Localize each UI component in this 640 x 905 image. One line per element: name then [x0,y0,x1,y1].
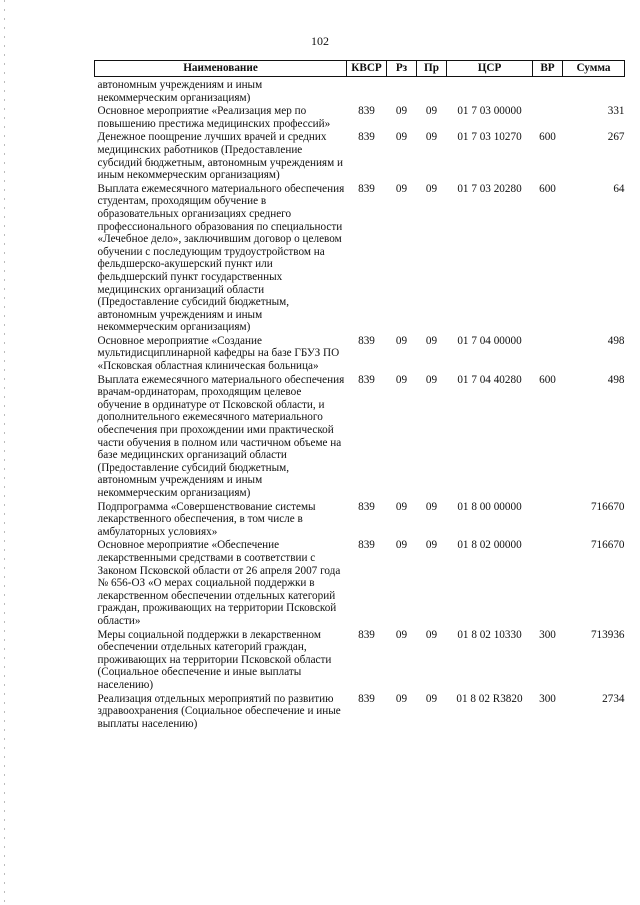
row-name: Подпрограмма «Совершенствование системы лекарственного обеспечения, в том числе в амбулаторных условиях» [97,500,316,538]
row-kvsr: 839 [358,182,375,195]
row-name: автономным учреждениям и иным некоммерческим организациям) [97,79,263,104]
row-kvsr: 839 [358,692,375,705]
table-row [95,335,625,374]
table-row [95,693,625,732]
table-row [95,105,625,131]
row-sum: 64 [613,182,625,195]
table-row [95,131,625,182]
row-pr: 09 [425,182,438,195]
row-vr: 600 [539,131,556,144]
row-name: Меры социальной поддержки в лекарственном обеспечении отдельных категорий граждан, проживающих на территории Псковской области (Социальное обеспечение и иные выплаты населению) [97,628,332,691]
row-csr: 01 7 04 40280 [457,373,522,386]
row-rz: 09 [395,628,408,641]
row-sum: 498 [607,373,625,386]
scan-margin-line [4,0,5,905]
row-kvsr: 839 [358,539,375,552]
row-kvsr: 839 [358,373,375,386]
row-rz: 09 [395,539,408,552]
row-vr: 300 [539,628,556,641]
row-sum: 713936 [590,628,625,641]
row-pr: 09 [425,628,438,641]
row-sum: 716670 [590,500,625,513]
row-vr: 600 [539,182,556,195]
row-rz: 09 [395,692,408,705]
row-rz: 09 [395,500,408,513]
header-vr: ВР [533,61,563,77]
header-pr: Пр [417,61,447,77]
table-row [95,629,625,693]
row-rz [387,77,417,106]
row-name: Реализация отдельных мероприятий по развитию здравоохранения (Социальное обеспечение и иные выплаты населению) [97,692,341,730]
row-kvsr: 839 [358,628,375,641]
row-name: Основное мероприятие «Обеспечение лекарственными средствами в соответствии с Законом Псковской области от 26 апреля 2007 года № 656-ОЗ «О мерах социальной поддержки в лекарственном обеспечении отдельных категорий граждан, проживающих на территории Псковской области» [97,539,341,627]
row-kvsr: 839 [358,105,375,118]
row-rz: 09 [395,182,408,195]
row-sum: 716670 [590,539,625,552]
row-csr: 01 8 00 00000 [457,500,522,513]
row-sum: 2734 [602,692,625,705]
row-sum: 331 [607,105,625,118]
table-row [95,501,625,540]
row-rz: 09 [395,105,408,118]
table-header-row [95,61,625,77]
row-rz: 09 [395,334,408,347]
row-rz: 09 [395,131,408,144]
header-csr: ЦСР [447,61,533,77]
row-csr: 01 8 02 00000 [457,539,522,552]
table-row [95,183,625,335]
row-vr [533,335,563,374]
header-sum: Сумма [563,61,625,77]
row-name: Основное мероприятие «Создание мультидисциплинарной кафедры на базе ГБУЗ ПО «Псковская областная клиническая больница» [97,334,340,373]
table-row [95,77,625,106]
row-vr: 300 [539,692,556,705]
row-vr: 600 [539,373,556,386]
table-row [95,374,625,501]
row-pr: 09 [425,373,438,386]
row-vr [533,77,563,106]
row-csr: 01 7 03 10270 [457,131,522,144]
header-kvsr: КВСР [347,61,387,77]
row-pr [417,77,447,106]
row-sum: 498 [607,334,625,347]
row-vr [533,539,563,628]
row-rz: 09 [395,373,408,386]
row-pr: 09 [425,334,438,347]
row-vr [533,501,563,540]
row-sum: 267 [607,131,625,144]
table-body [95,77,625,732]
row-pr: 09 [425,692,438,705]
row-kvsr: 839 [358,131,375,144]
header-rz: Рз [387,61,417,77]
row-pr: 09 [425,500,438,513]
page-number: 102 [311,34,329,48]
row-kvsr: 839 [358,500,375,513]
budget-table [94,60,625,731]
row-pr: 09 [425,131,438,144]
row-csr: 01 8 02 R3820 [456,692,523,705]
row-vr [533,105,563,131]
row-name: Выплата ежемесячного материального обеспечения студентам, проходящим обучение в образовательных организациях среднего профессионального образования по специальности «Лечебное дело», заключившим договор о целевом обучении с последующим трудоустройством на фельдшерско-акушерский пункт или фельдшерский пункт государственных медицинских организаций области (Предоставление субсидий бюджетным, автономным учреждениям и иным некоммерческим организациям) [97,182,345,334]
row-csr [447,77,533,106]
row-pr: 09 [425,539,438,552]
row-kvsr: 839 [358,334,375,347]
row-csr: 01 7 03 00000 [457,105,522,118]
row-sum [563,77,625,106]
row-name: Основное мероприятие «Реализация мер по повышению престижа медицинских профессий» [97,105,331,130]
row-csr: 01 7 04 00000 [457,334,522,347]
table-row [95,539,625,628]
row-pr: 09 [425,105,438,118]
row-csr: 01 8 02 10330 [457,628,522,641]
row-kvsr [347,77,387,106]
row-name: Выплата ежемесячного материального обеспечения врачам-ординаторам, проходящим целевое обучение в ординатуре от Псковской области, и дополнительного ежемесячного материального обеспечения при прохождении ими практической части обучения в полном или частичном объеме на базе медицинских организаций области (Предоставление субсидий бюджетным, автономным учреждениям и иным некоммерческим организациям) [97,373,345,499]
header-name: Наименование [95,61,347,77]
row-name: Денежное поощрение лучших врачей и средних медицинских работников (Предоставление субсидий бюджетным, автономным учреждениям и иным некоммерческим организациям) [97,131,343,182]
row-csr: 01 7 03 20280 [457,182,522,195]
